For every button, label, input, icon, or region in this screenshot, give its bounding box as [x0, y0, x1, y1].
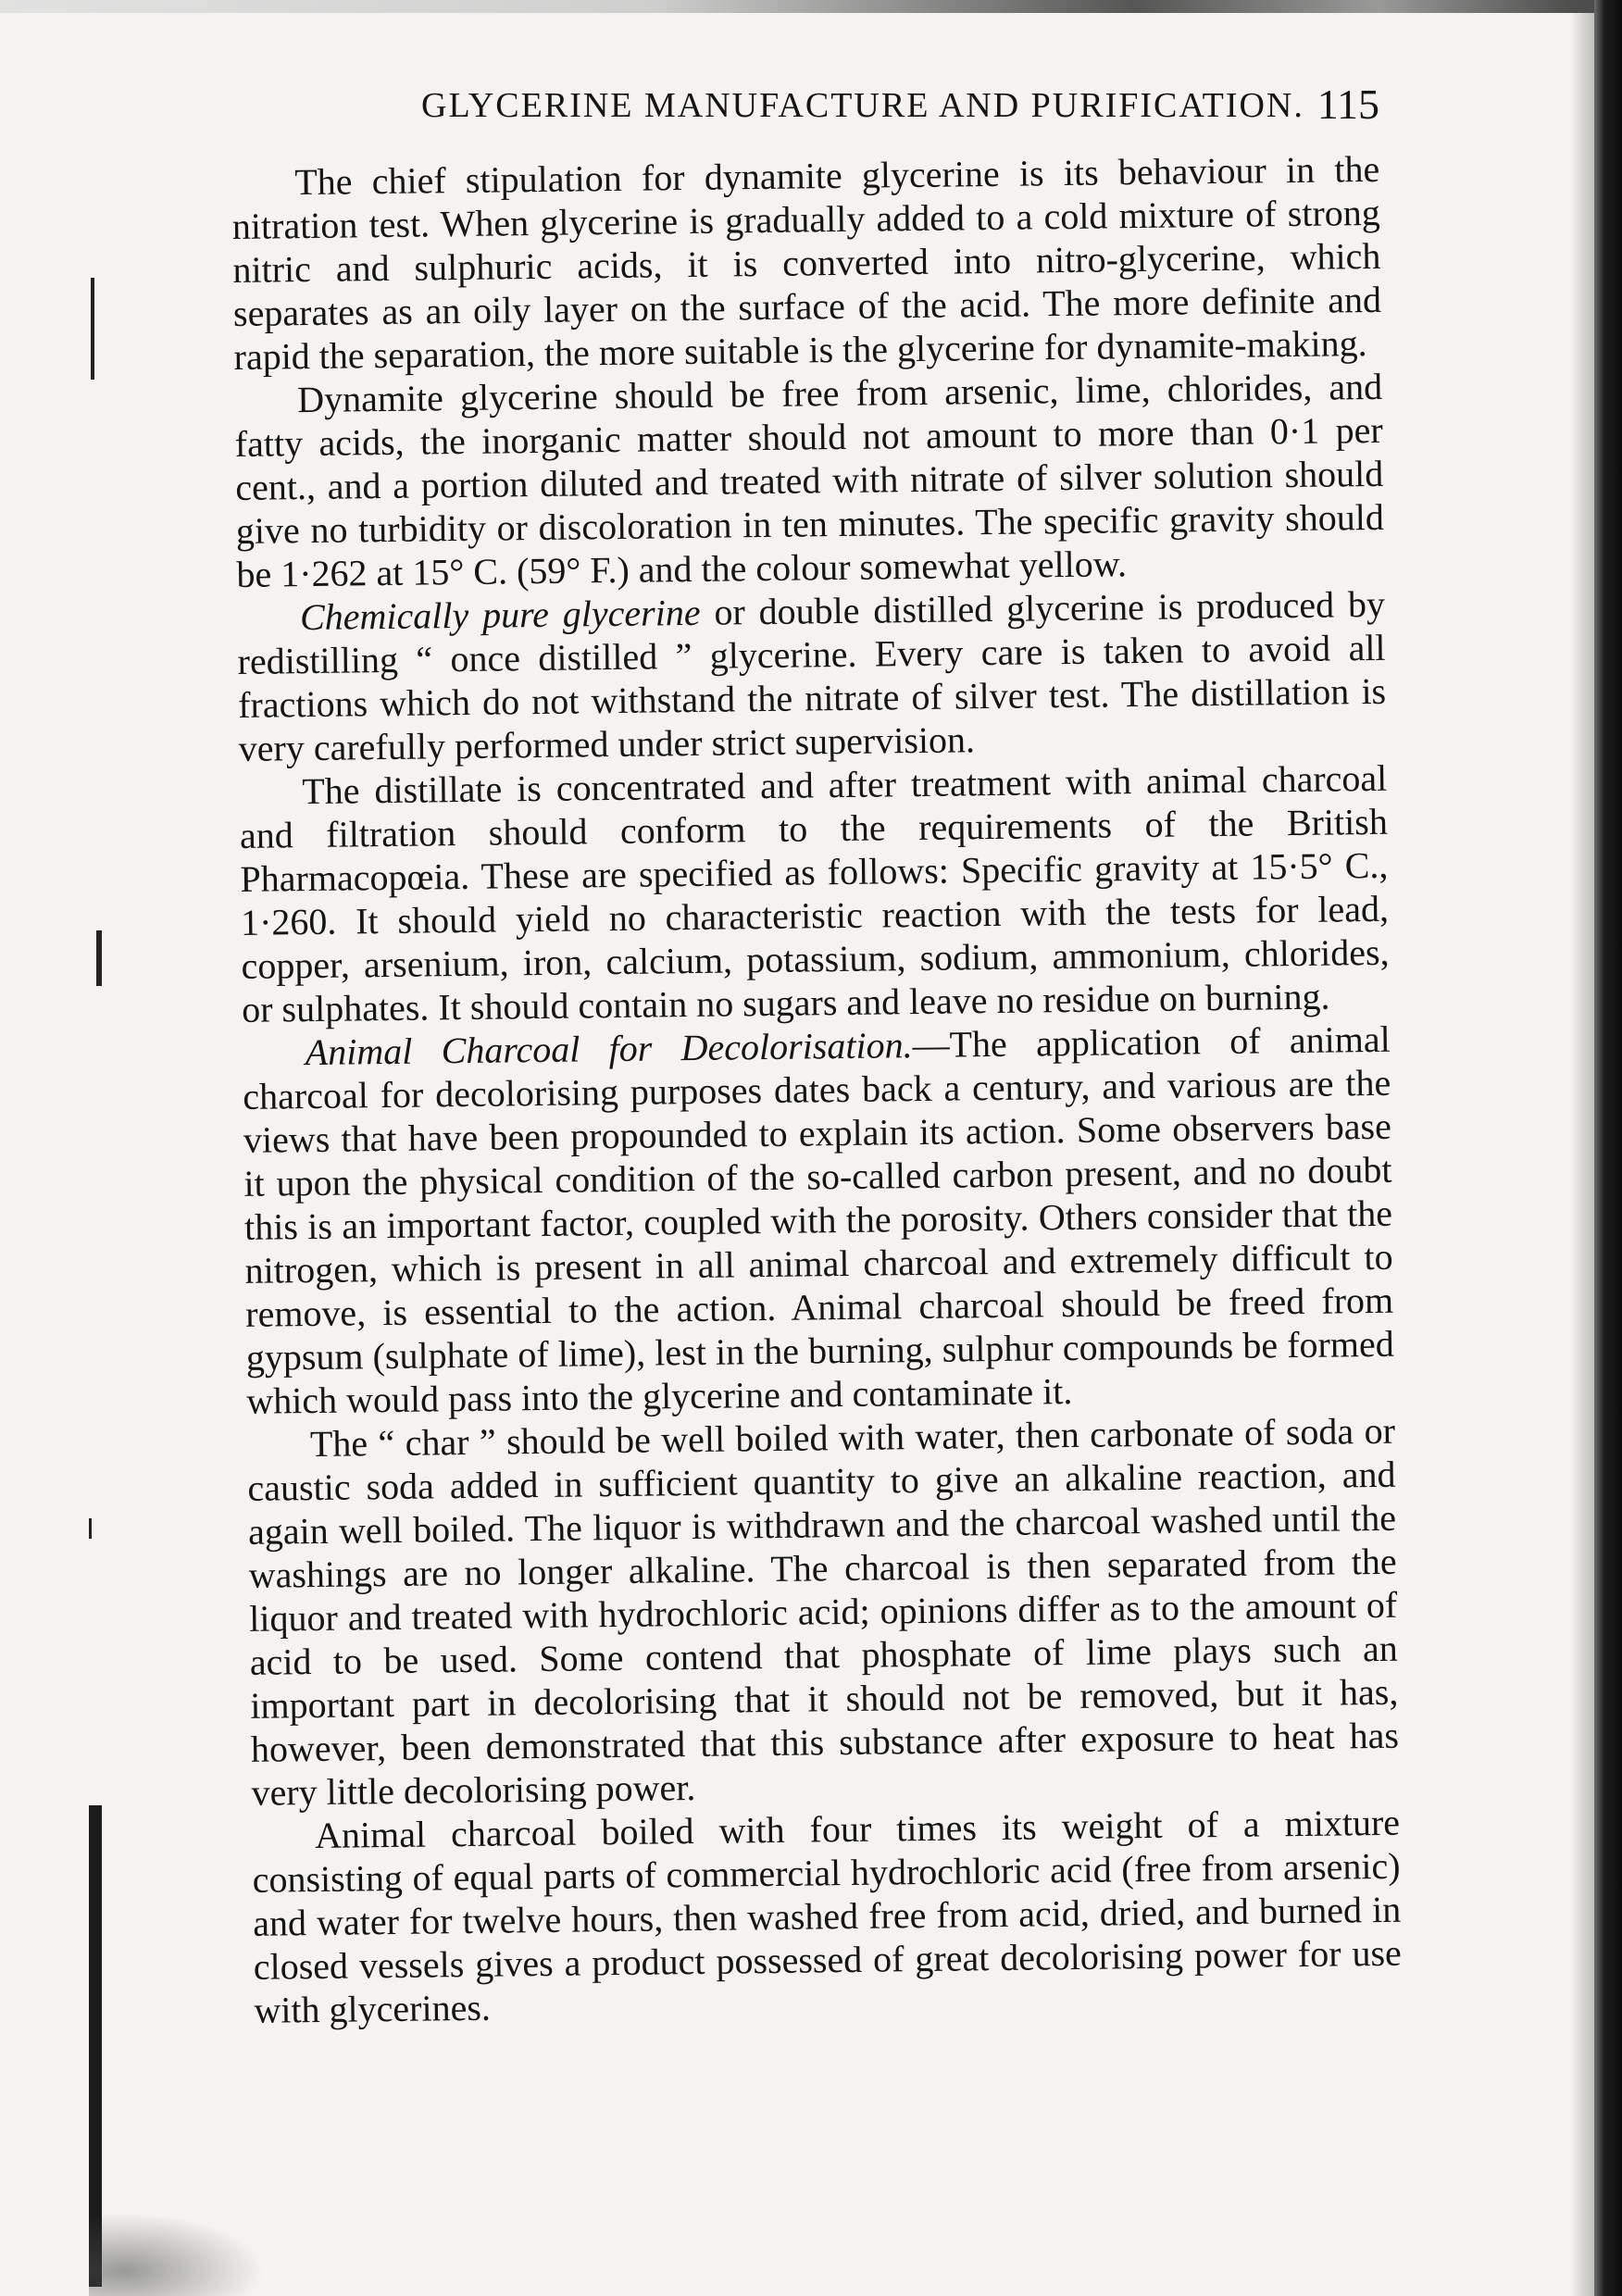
scan-right-shadow: [1570, 0, 1594, 2296]
paragraph-distillate: [239, 756, 1390, 1031]
scan-top-edge: [0, 0, 1622, 13]
margin-mark: [89, 1518, 92, 1539]
paragraph-char-treatment: [247, 1409, 1400, 1815]
paragraph-text: —The application of animal charcoal for decolorising purposes dates back a century, and various are the views that have been propounded to explain its action. Some observers base it upon the physical condition of the so-called carbon present, and no doubt this is an important factor, coupled with the porosity. Others consider that the nitrogen, which is present in all animal charcoal and extremely difficult to remove, is essential to the action. Animal charcoal should be freed from gypsum (sulphate of lime), lest in the burning, sulphur compounds be formed which would pass into the glycerine and contaminate it.: [243, 1017, 1394, 1422]
paragraph-text: Animal charcoal boiled with four times its weight of a mixture consisting of equal parts of commercial hydrochloric acid (free from arsenic) and water for twelve hours, then washed free from acid, dried, and burned in closed vessels gives a product possessed of great decolorising power for use with glycerines.: [252, 1801, 1403, 2031]
paragraph-lead-italic: Chemically pure glycerine: [299, 591, 701, 639]
book-page: [231, 81, 1403, 2032]
paragraph-chemically-pure: [237, 582, 1387, 770]
paragraph-text: The “ char ” should be well boiled with water, then carbonate of soda or caustic soda added in sufficient quantity to give an alkaline reaction, and again well boiled. The liquor is withdrawn and the charcoal washed until the washings are no longer alkaline. The charcoal is then separated from the liquor and treated with hydrochloric acid; opinions differ as to the amount of acid to be used. Some contend that phosphate of lime plays such an important part in decolorising that it should not be removed, but it has, however, been demonstrated that this substance after exposure to heat has very little decolorising power.: [247, 1409, 1400, 1814]
scan-corner-smudge: [89, 2213, 265, 2296]
paragraph-animal-charcoal: [242, 1017, 1394, 1423]
margin-mark: [91, 278, 94, 380]
body-text: [231, 147, 1403, 2032]
paragraph-dynamite-stipulation: [231, 147, 1382, 379]
paragraph-text: Dynamite glycerine should be free from arsenic, lime, chlorides, and fatty acids, the inorganic matter should not amount to more than 0·1 per cent., and a portion diluted and treated with nitrate of silver solution should give no turbidity or discoloration in ten minutes. The specific gravity should be 1·262 at 15° C. (59° F.) and the colour somewhat yellow.: [234, 365, 1385, 595]
paragraph-lead-italic: Animal Charcoal for Decolorisation.: [305, 1024, 913, 1074]
paragraph-text: The distillate is concentrated and after treatment with animal charcoal and filtration should conform to the requirements of the British Pharmacopœia. These are specified as follows: Specific gravity at 15·5° C., 1·260. It should yield no characteristic reaction with the tests for lead, copper, arsenium, iron, calcium, potassium, sodium, ammonium, chlorides, or sulphates. It should contain no sugars and leave no residue on burning.: [239, 756, 1390, 1030]
margin-mark: [96, 930, 102, 986]
page-header: [231, 81, 1379, 159]
paragraph-boiled-charcoal: [252, 1801, 1403, 2032]
scan-right-edge: [1594, 0, 1622, 2296]
paragraph-text: or double distilled glycerine is produced by redistilling “ once distilled ” glycerine. Every care is taken to avoid all fractions which do not withstand the nitrate of silver test. The distillation is very carefully performed under strict supervision.: [237, 582, 1387, 769]
paragraph-dynamite-purity: [234, 365, 1385, 596]
page-number: 115: [1316, 81, 1379, 128]
paragraph-text: The chief stipulation for dynamite glycerine is its behaviour in the nitration test. When glycerine is gradually added to a cold mixture of strong nitric and sulphuric acids, it is converted into nitro-glycerine, which separates as an oily layer on the surface of the acid. The more definite and rapid the separation, the more suitable is the glycerine for dynamite-making.: [231, 147, 1382, 378]
running-head: GLYCERINE MANUFACTURE AND PURIFICATION.: [421, 86, 1304, 125]
